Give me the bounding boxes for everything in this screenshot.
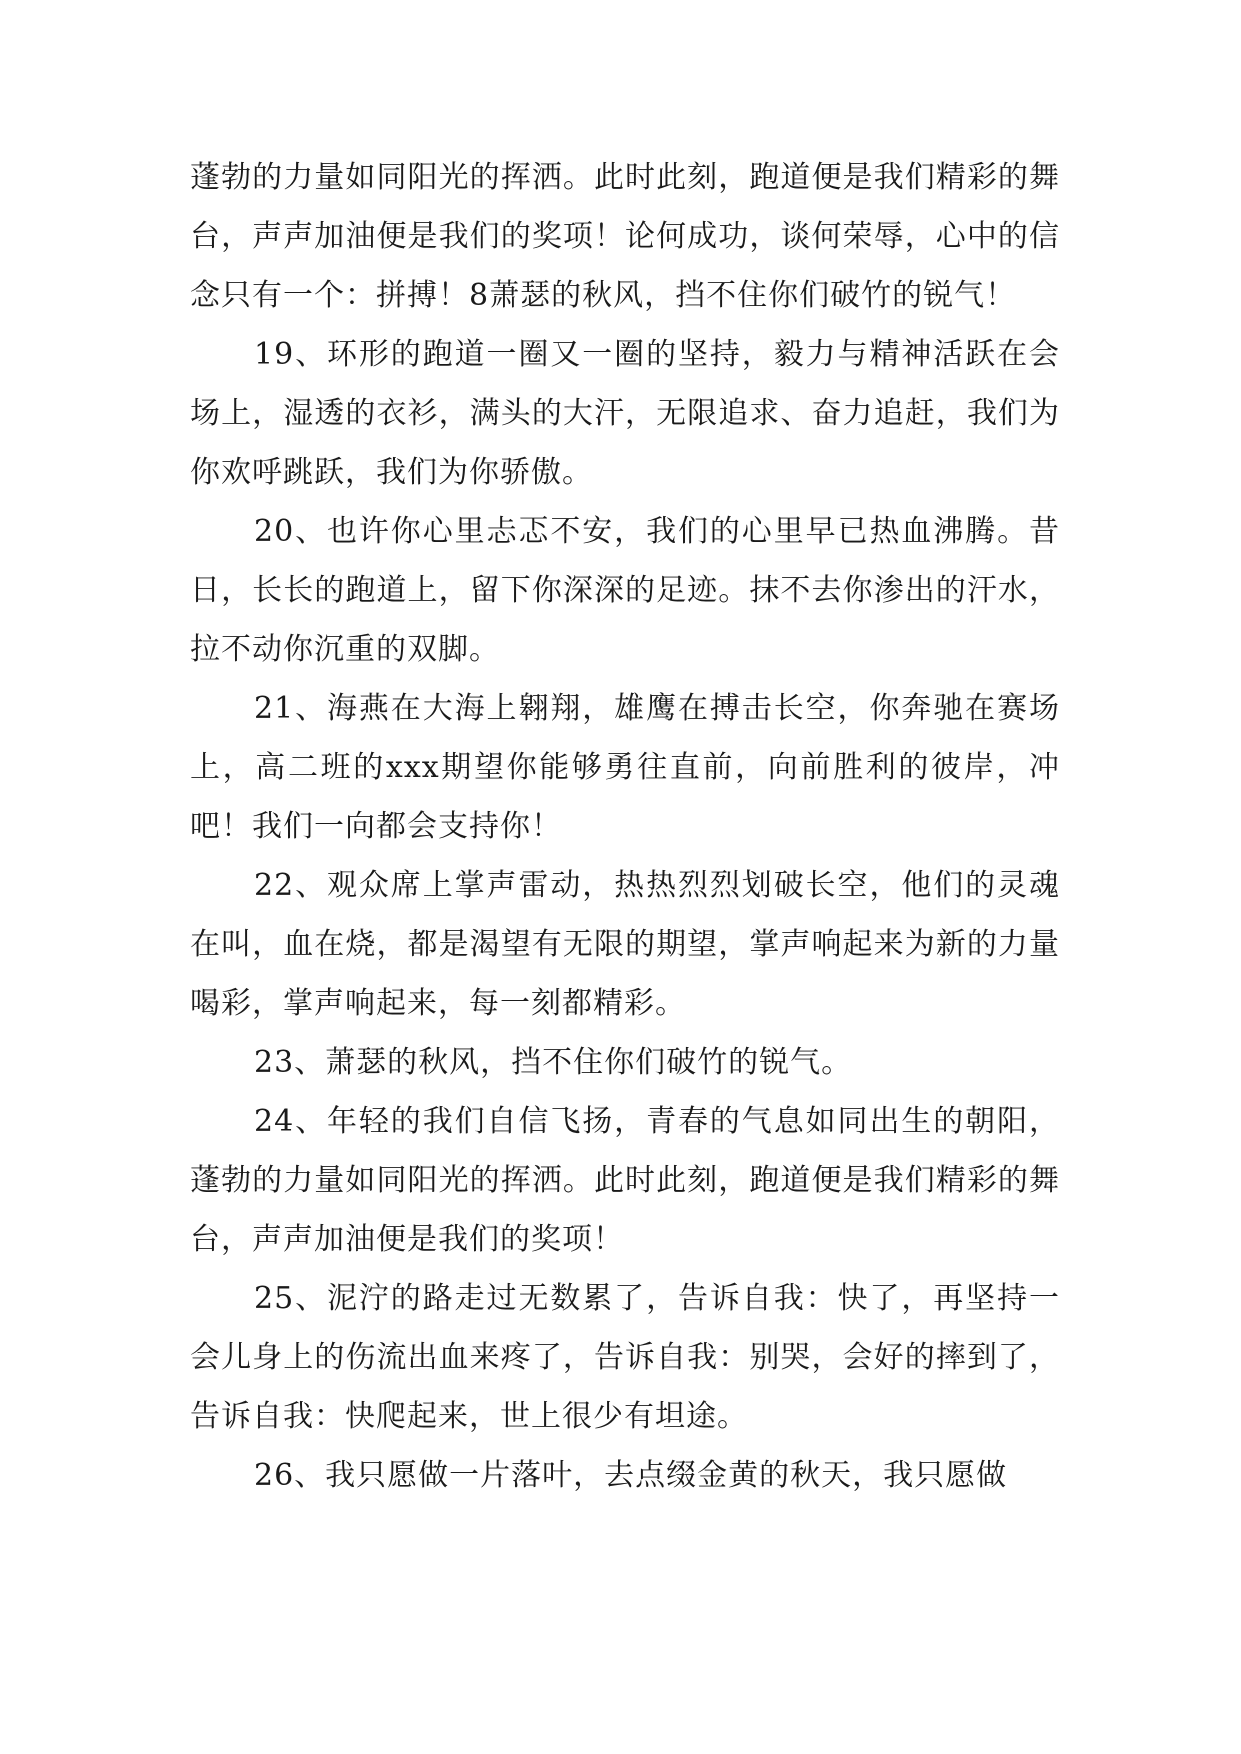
paragraph-item-24: 24、年轻的我们自信飞扬，青春的气息如同出生的朝阳，蓬勃的力量如同阳光的挥洒。此时此刻，跑道便是我们精彩的舞台，声声加油便是我们的奖项！ [190,1104,1060,1257]
paragraph-continuation: 蓬勃的力量如同阳光的挥洒。此时此刻，跑道便是我们精彩的舞台，声声加油便是我们的奖项！论何成功，谈何荣辱，心中的信念只有一个：拼搏！8萧瑟的秋风，挡不住你们破竹的锐气！ [190,160,1060,313]
paragraph-item-20: 20、也许你心里忐忑不安，我们的心里早已热血沸腾。昔日，长长的跑道上，留下你深深的足迹。抹不去你渗出的汗水，拉不动你沉重的双脚。 [190,514,1060,667]
paragraph-item-21: 21、海燕在大海上翱翔，雄鹰在搏击长空，你奔驰在赛场上，高二班的xxx期望你能够勇往直前，向前胜利的彼岸，冲吧！我们一向都会支持你！ [190,691,1060,844]
paragraph-item-19: 19、环形的跑道一圈又一圈的坚持，毅力与精神活跃在会场上，湿透的衣衫，满头的大汗，无限追求、奋力追赶，我们为你欢呼跳跃，我们为你骄傲。 [190,337,1060,490]
paragraph-item-26: 26、我只愿做一片落叶，去点缀金黄的秋天，我只愿做 [254,1458,1008,1493]
paragraph-item-23: 23、萧瑟的秋风，挡不住你们破竹的锐气。 [254,1045,853,1080]
paragraph-item-25: 25、泥泞的路走过无数累了，告诉自我：快了，再坚持一会儿身上的伤流出血来疼了，告诉自我：别哭，会好的摔到了，告诉自我：快爬起来，世上很少有坦途。 [190,1281,1060,1434]
paragraph-item-22: 22、观众席上掌声雷动，热热烈烈划破长空，他们的灵魂在叫，血在烧，都是渴望有无限的期望，掌声响起来为新的力量喝彩，掌声响起来，每一刻都精彩。 [190,868,1060,1021]
document-body [190,148,1060,1505]
